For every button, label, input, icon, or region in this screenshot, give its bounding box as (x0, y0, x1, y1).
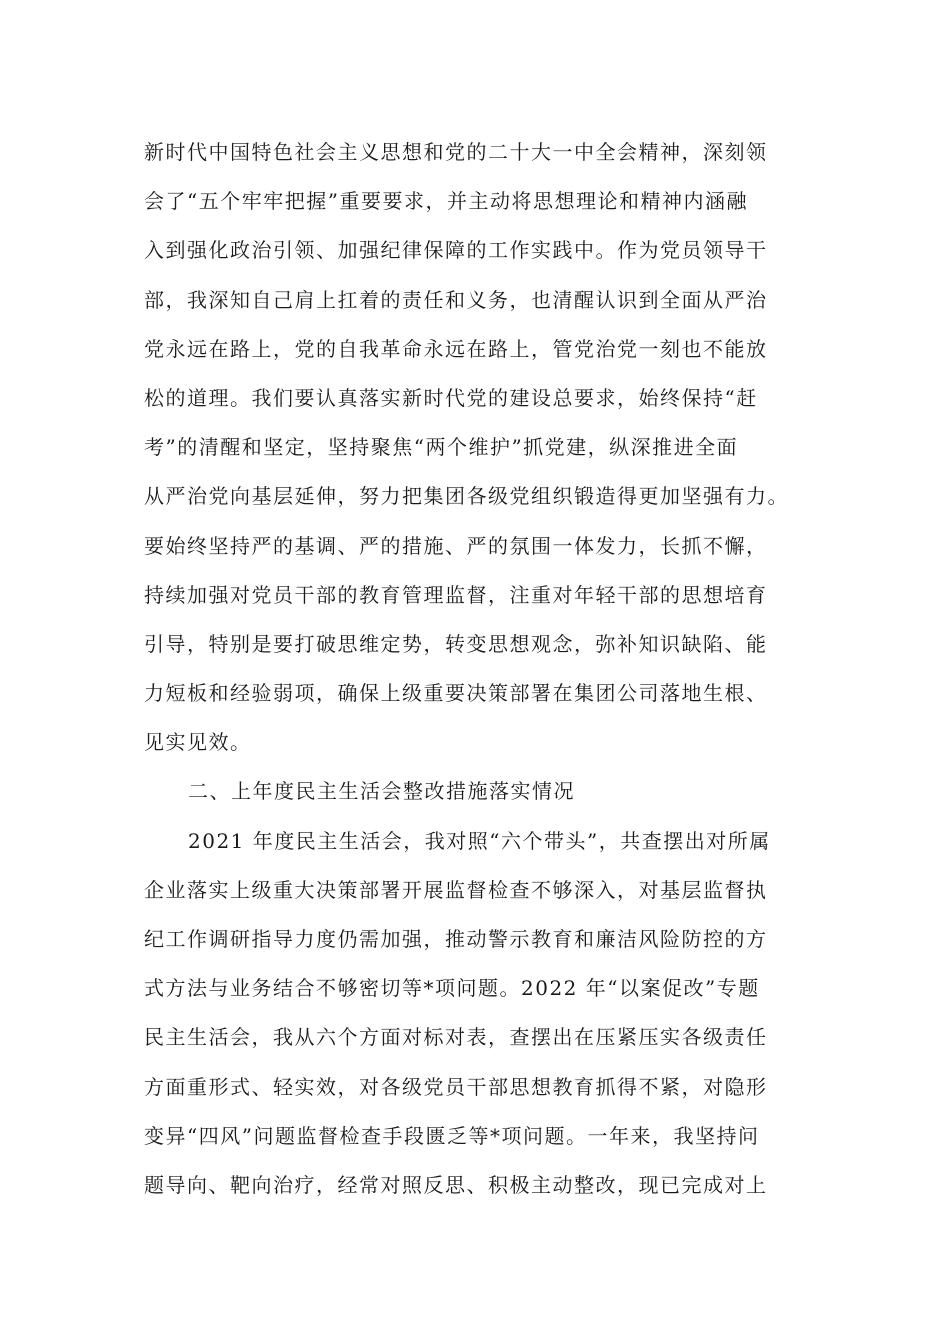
section-heading: 二、上年度民主生活会整改措施落实情况 (188, 779, 575, 804)
text-line-11: 引导，特别是要打破思维定势，转变思想观念，弥补知识缺陷、能 (144, 631, 768, 656)
text-line-4: 部，我深知自己肩上扛着的责任和义务，也清醒认识到全面从严治 (144, 287, 768, 312)
text-line-17: 纪工作调研指导力度仍需加强，推动警示教育和廉洁风险防控的方 (144, 927, 768, 951)
text-line-7: 考”的清醒和坚定，坚持聚焦“两个维护”抓党建，纵深推进全面 (144, 435, 739, 460)
text-line-13: 见实见效。 (144, 730, 252, 755)
text-line-8: 从严治党向基层延伸，努力把集团各级党组织锻造得更加坚强有力。 (144, 484, 789, 509)
text-line-15: 2021 年度民主生活会，我对照“六个带头”，共查摆出对所属 (188, 828, 771, 853)
text-line-21: 变异“四风”问题监督检查手段匮乏等*项问题。一年来，我坚持问 (144, 1123, 760, 1148)
text-line-2: 会了“五个牢牢把握”重要要求，并主动将思想理论和精神内涵融 (144, 189, 748, 214)
text-line-19: 民主生活会，我从六个方面对标对表，查摆出在压紧压实各级责任 (144, 1025, 768, 1050)
text-line-9: 要始终坚持严的基调、严的措施、严的氛围一体发力，长抓不懈， (144, 533, 768, 558)
text-line-10: 持续加强对党员干部的教育管理监督，注重对年轻干部的思想培育 (144, 582, 768, 607)
text-line-20: 方面重形式、轻实效，对各级党员干部思想教育抓得不紧，对隐形 (144, 1074, 768, 1099)
text-line-18: 式方法与业务结合不够密切等*项问题。2022 年“以案促改”专题 (144, 976, 760, 1001)
text-line-22: 题导向、靶向治疗，经常对照反思、积极主动整改，现已完成对上 (144, 1172, 768, 1197)
text-line-5: 党永远在路上，党的自我革命永远在路上，管党治党一刻也不能放 (144, 336, 768, 361)
text-line-16: 企业落实上级重大决策部署开展监督检查不够深入，对基层监督执 (144, 877, 768, 902)
document-body (0, 128, 950, 1210)
text-line-12: 力短板和经验弱项，确保上级重要决策部署在集团公司落地生根、 (144, 681, 768, 706)
text-line-6: 松的道理。我们要认真落实新时代党的建设总要求，始终保持“赶 (144, 385, 758, 410)
text-line-3: 入到强化政治引领、加强纪律保障的工作实践中。作为党员领导干 (144, 238, 768, 263)
text-line-1: 新时代中国特色社会主义思想和党的二十大一中全会精神，深刻领 (144, 140, 768, 164)
